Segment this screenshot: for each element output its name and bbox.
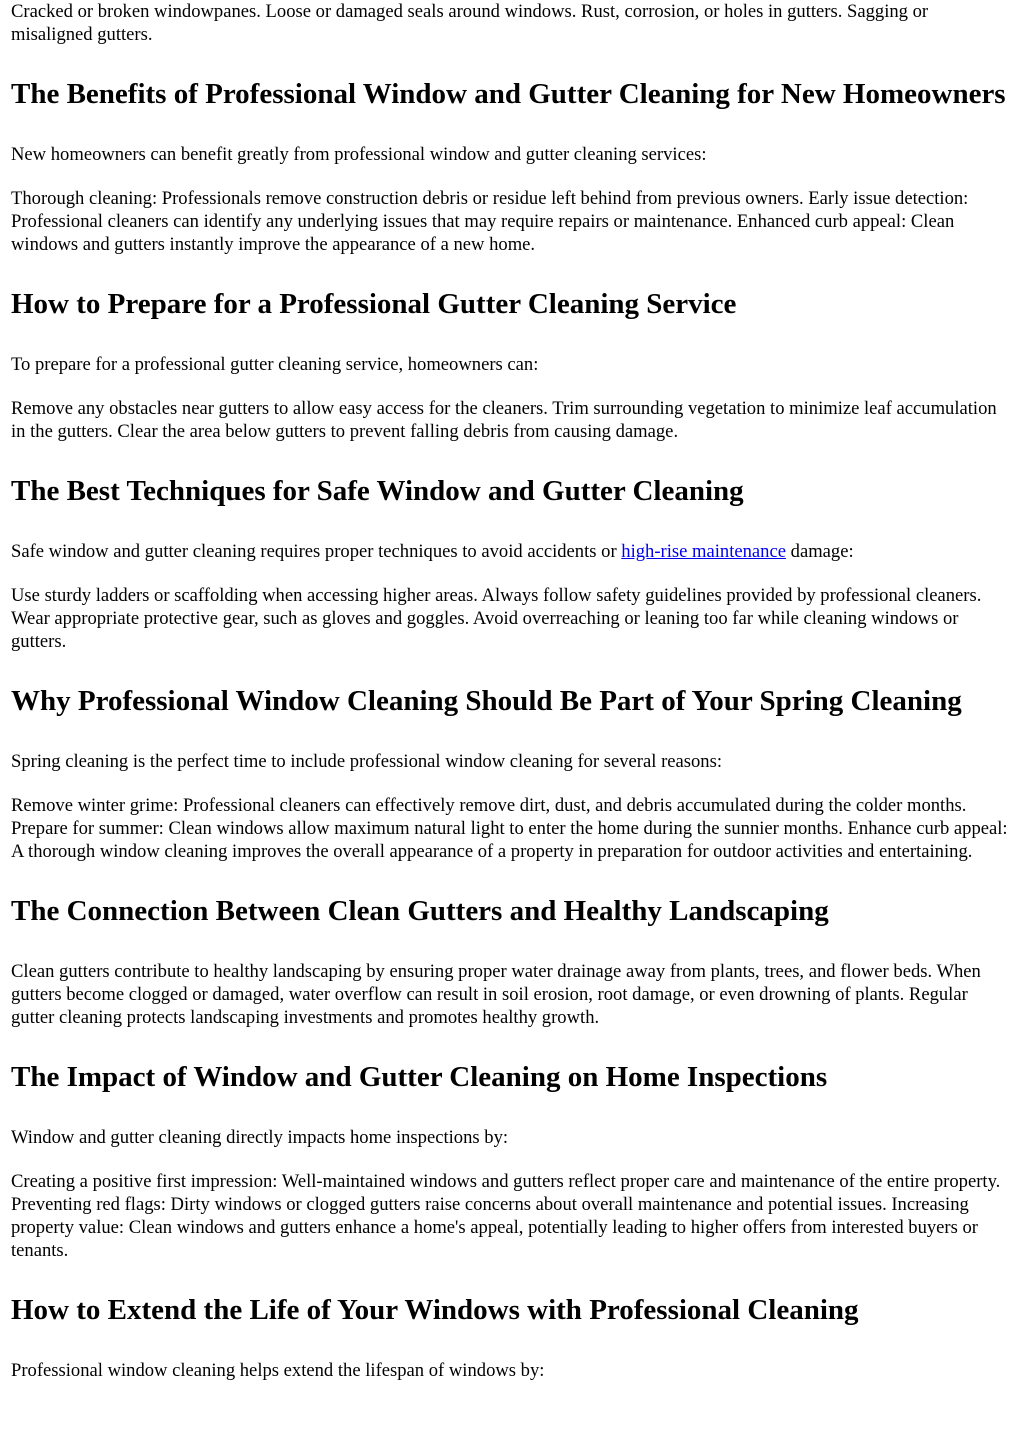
section-lead: Spring cleaning is the perfect time to include professional window cleaning for several reasons:: [11, 751, 722, 772]
section-body: Thorough cleaning: Professionals remove construction debris or residue left behind from previous owners. Early issue detection: Professional cleaners can identify any underlying issues that may require repairs or maintenance. Enhanced curb appeal: Clean windows and gutters instantly improve the appearance of a new home.: [11, 188, 969, 255]
lead-text-after-link: damage:: [786, 541, 854, 562]
section-lead: Clean gutters contribute to healthy landscaping by ensuring proper water drainage away from plants, trees, and flower beds. When gutters become clogged or damaged, water overflow can result in soil erosion, root damage, or even drowning of plants. Regular gutter cleaning protects landscaping investments and promotes healthy growth.: [11, 961, 981, 1028]
section-body: Creating a positive first impression: Well-maintained windows and gutters reflect proper care and maintenance of the entire property. Preventing red flags: Dirty windows or clogged gutters raise concerns about overall maintenance and potential issues. Increasing property value: Clean windows and gutters enhance a home's appeal, potentially leading to higher offers from interested buyers or tenants.: [11, 1171, 1001, 1261]
lead-text-before-link: Safe window and gutter cleaning requires proper techniques to avoid accidents or: [11, 541, 622, 562]
section-heading: The Best Techniques for Safe Window and Gutter Cleaning: [11, 475, 744, 507]
intro-paragraph: Cracked or broken windowpanes. Loose or damaged seals around windows. Rust, corrosion, or holes in gutters. Sagging or misaligned gutters.: [11, 1, 929, 45]
section-heading: The Benefits of Professional Window and Gutter Cleaning for New Homeowners: [11, 78, 1006, 110]
section-heading: The Impact of Window and Gutter Cleaning on Home Inspections: [11, 1061, 828, 1093]
section-heading: Why Professional Window Cleaning Should Be Part of Your Spring Cleaning: [11, 685, 962, 717]
section-heading: How to Extend the Life of Your Windows with Professional Cleaning: [11, 1294, 859, 1326]
section-body: Use sturdy ladders or scaffolding when accessing higher areas. Always follow safety guidelines provided by professional cleaners. Wear appropriate protective gear, such as gloves and goggles. Avoid overreaching or leaning too far while cleaning windows or gutters.: [11, 585, 982, 652]
section-body: Remove any obstacles near gutters to allow easy access for the cleaners. Trim surrounding vegetation to minimize leaf accumulation in the gutters. Clear the area below gutters to prevent falling debris from causing damage.: [11, 398, 997, 442]
high-rise-maintenance-link[interactable]: high-rise maintenance: [621, 541, 786, 562]
section-lead: To prepare for a professional gutter cleaning service, homeowners can:: [11, 354, 539, 375]
section-heading: How to Prepare for a Professional Gutter Cleaning Service: [11, 288, 737, 320]
section-lead: New homeowners can benefit greatly from professional window and gutter cleaning services:: [11, 144, 707, 165]
section-lead: Professional window cleaning helps extend the lifespan of windows by:: [11, 1360, 545, 1381]
section-lead: [11, 540, 1014, 563]
section-heading: The Connection Between Clean Gutters and Healthy Landscaping: [11, 895, 829, 927]
section-lead: Window and gutter cleaning directly impacts home inspections by:: [11, 1127, 509, 1148]
section-body: Remove winter grime: Professional cleaners can effectively remove dirt, dust, and debris accumulated during the colder months. Prepare for summer: Clean windows allow maximum natural light to enter the home during the sunnier months. Enhance curb appeal: A thorough window cleaning improves the overall appearance of a property in preparation for outdoor activities and entertaining.: [11, 795, 1008, 862]
